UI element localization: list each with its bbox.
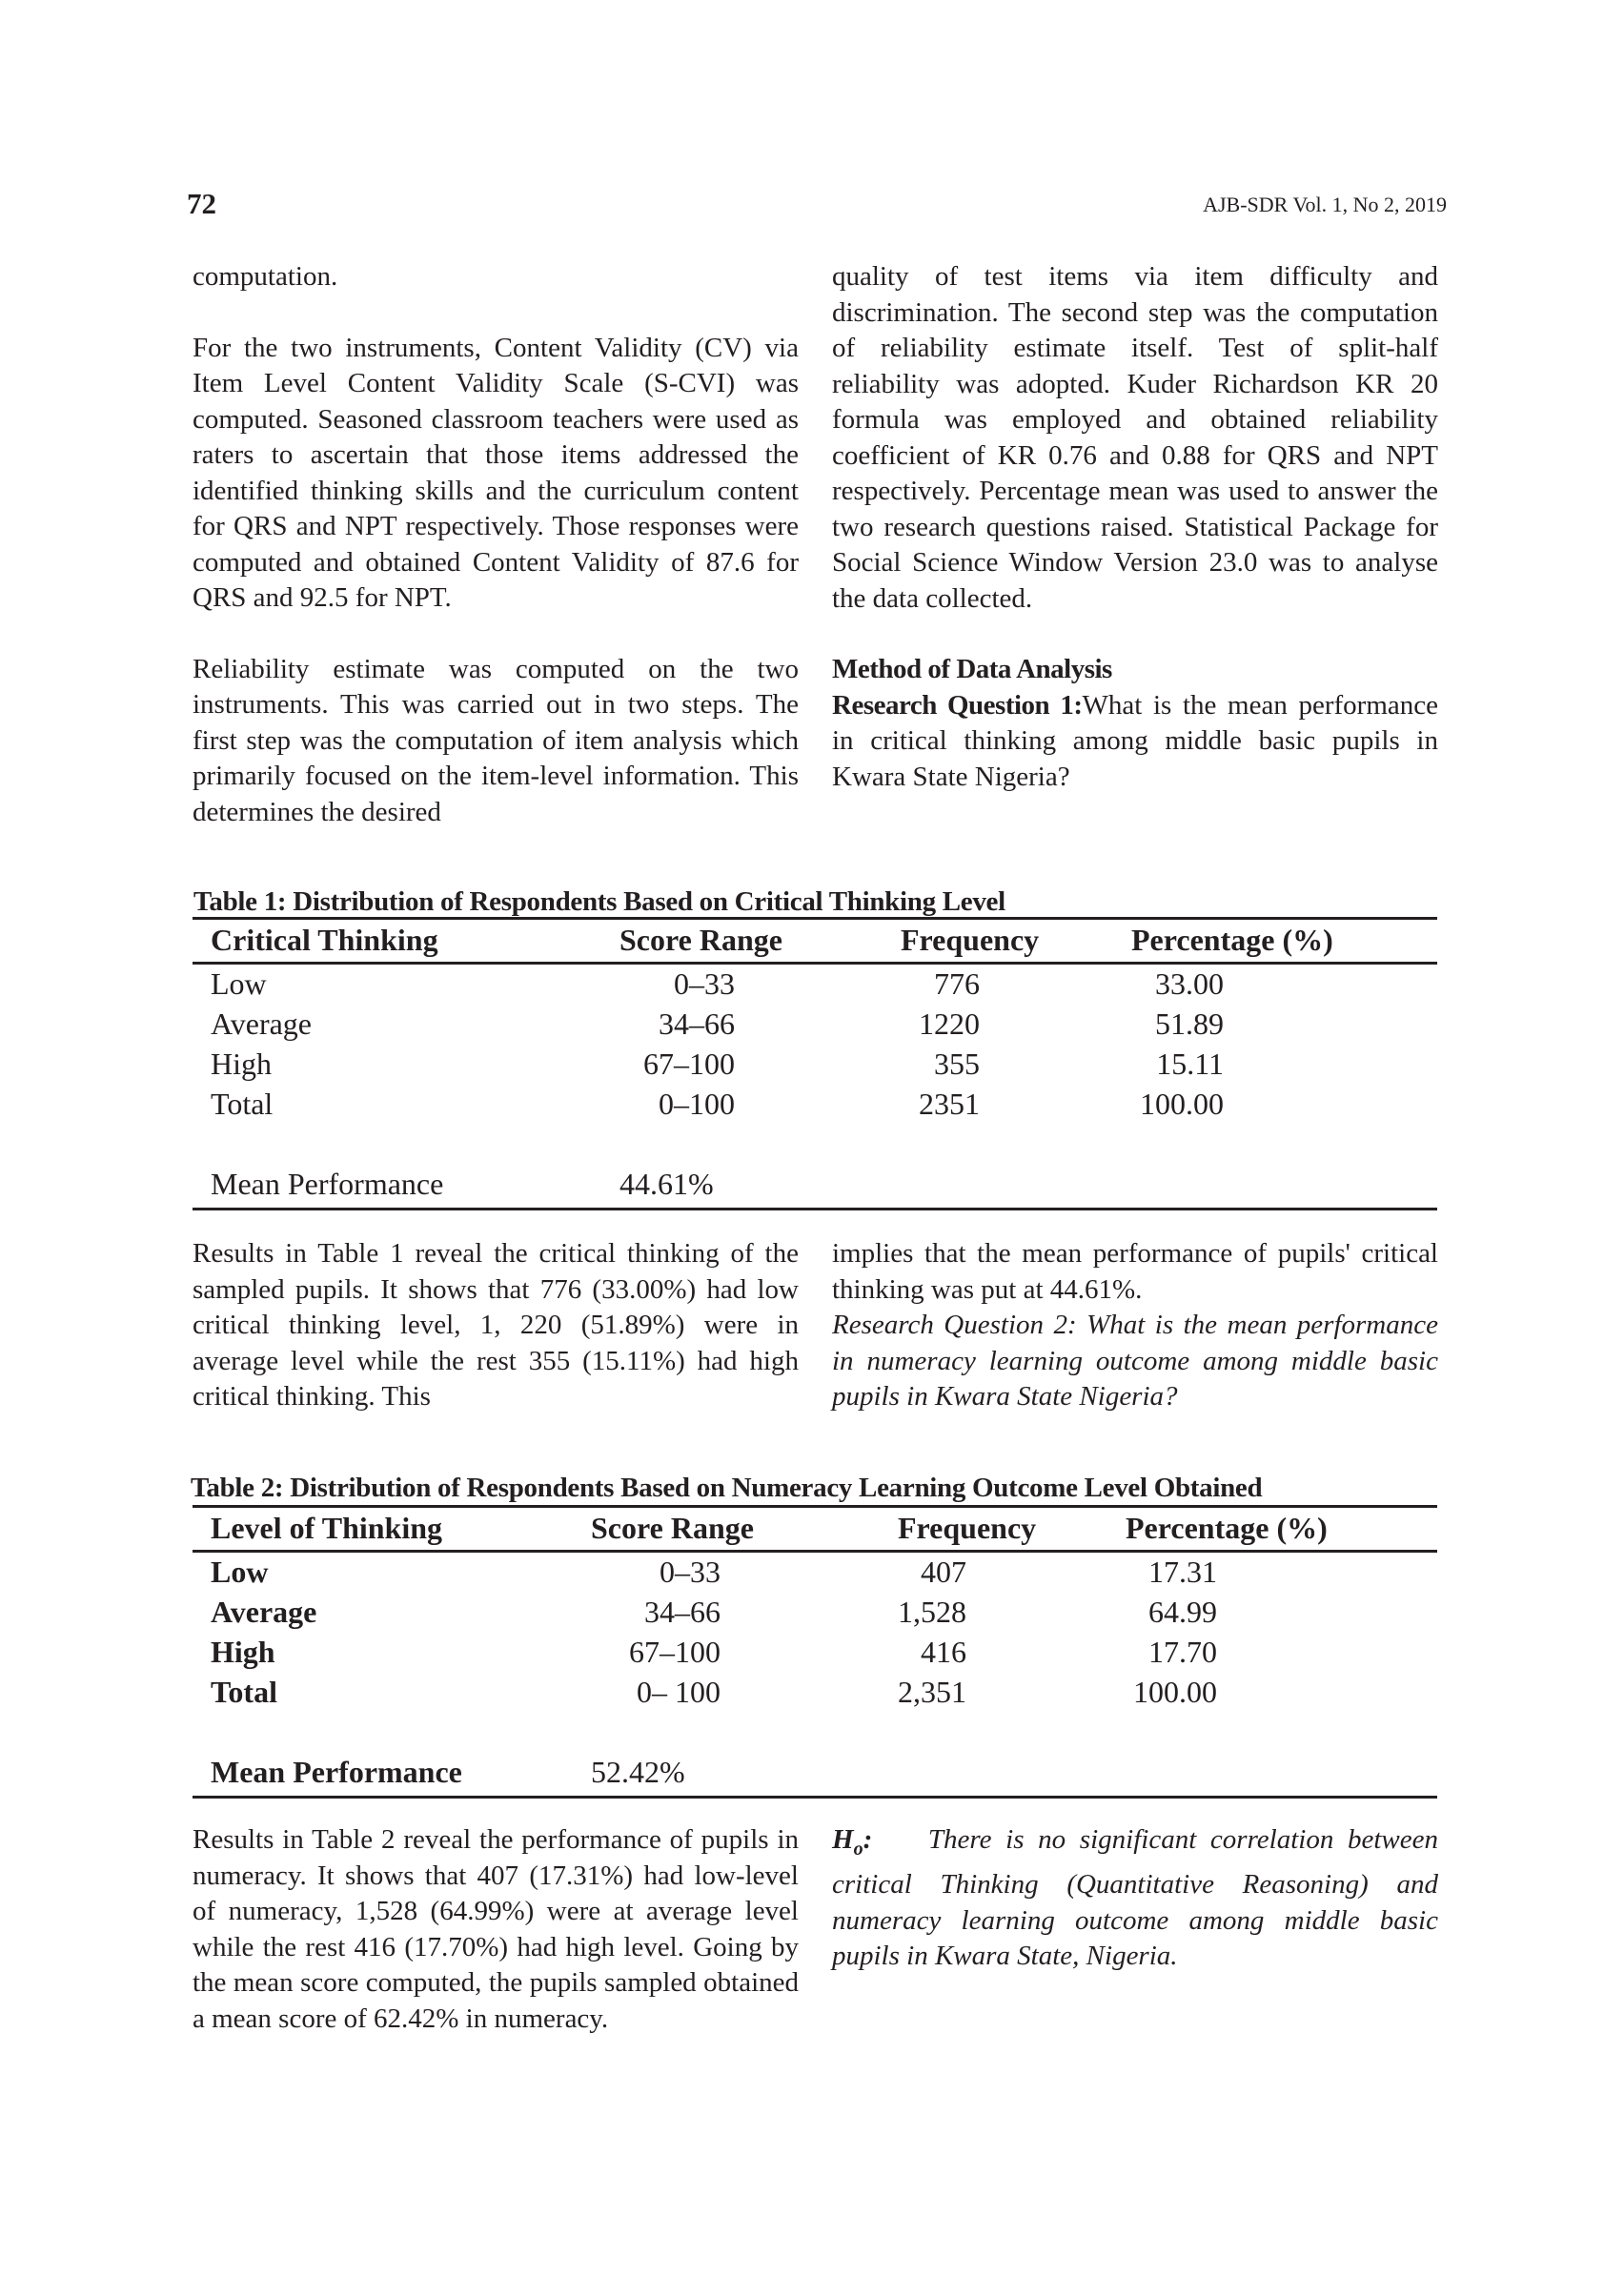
cell: 416 [921,1635,966,1669]
mean-label: Mean Performance [211,1755,462,1789]
cell: High [211,1047,272,1081]
rule [193,1208,1437,1210]
paragraph: Results in Table 1 reveal the critical thinking of the sampled pupils. It shows that 776 (33.00%) had low critical thinking level, 1, 220 (51.89%) were in average level while the rest 355 (15.11%) had high critical thinking. This [193,1238,799,1412]
cell: 67–100 [629,1635,721,1669]
paragraph: quality of test items via item difficulty and discrimination. The second step was the computation of reliability estimate itself. Test of split-half reliability was adopted. Kuder Richardson KR 20 formula was employed and obtained reliability coefficient of KR 0.76 and 0.88 for QRS and NPT respectively. Percentage mean was used to answer the two research questions raised. Statistical Package for Social Science Window Version 23.0 was to analyse the data collected. [832,261,1438,614]
paragraph: Results in Table 2 reveal the performance of pupils in numeracy. It shows that 407 (17.31%) had low-level of numeracy, 1,528 (64.99%) were at average level while the rest 416 (17.70%) had high level. Going by the mean score computed, the pupils sampled obtained a mean score of 62.42% in numeracy. [193,1824,799,2034]
cell: 355 [934,1047,980,1081]
running-head: AJB-SDR Vol. 1, No 2, 2019 [1203,193,1447,216]
table2 [193,1505,1437,1810]
table1-caption: Table 1: Distribution of Respondents Based on Critical Thinking Level [193,886,1005,917]
null-hypothesis [832,1822,1438,1975]
cell: 0– 100 [637,1675,721,1709]
right-column-section1 [832,259,1438,795]
hypothesis-text: There is no significant correlation between critical Thinking (Quantitative Reasoning) and numeracy learning outcome among middle basic pupils in Kwara State, Nigeria. [832,1824,1438,1972]
cell: 1220 [919,1006,980,1041]
rq-text: What is the mean performance in critical thinking among middle basic pupils in Kwara State Nigeria? [832,689,1438,792]
cell: 0–100 [659,1087,735,1121]
cell: 67–100 [643,1047,735,1081]
cell: 1,528 [898,1595,966,1629]
table1-header: Score Range [619,923,782,957]
hypothesis-label [832,1824,873,1860]
cell: 0–33 [674,966,735,1001]
left-column-section3 [193,1822,799,2037]
h-colon: : [863,1824,873,1855]
cell: Low [211,966,267,1001]
rq-text: What is the mean performance in numeracy learning outcome among middle basic pupils in Kwara State Nigeria? [832,1310,1438,1412]
cell: 17.31 [1148,1555,1217,1589]
h-subscript: o [853,1838,863,1860]
mean-label: Mean Performance [211,1167,444,1201]
cell: 407 [921,1555,966,1589]
research-question-2 [832,1308,1438,1415]
rule [193,962,1437,965]
cell: 2351 [919,1087,980,1121]
table2-header: Score Range [591,1511,754,1545]
cell: Average [211,1595,317,1629]
cell: 64.99 [1148,1595,1217,1629]
mean-value: 44.61% [619,1167,714,1201]
table1-header: Critical Thinking [211,923,438,957]
cell: 0–33 [660,1555,721,1589]
left-column-section2 [193,1236,799,1415]
cell: 17.70 [1148,1635,1217,1669]
cell: 2,351 [898,1675,966,1709]
cell: Total [211,1087,274,1121]
table2-header: Level of Thinking [211,1511,443,1545]
table1 [193,917,1437,1222]
cell: High [211,1635,275,1669]
research-question-1 [832,688,1438,796]
h-letter: H [832,1824,854,1855]
cell: 100.00 [1140,1087,1224,1121]
table1-header: Percentage (%) [1131,923,1333,957]
paragraph: implies that the mean performance of pupils' critical thinking was put at 44.61%. [832,1238,1438,1305]
rule [193,1505,1437,1508]
table2-header: Frequency [898,1511,1037,1545]
section-heading: Method of Data Analysis [832,654,1112,684]
rule [193,917,1437,920]
cell: Average [211,1006,312,1041]
cell: Low [211,1555,269,1589]
rule [193,1550,1437,1553]
cell: 776 [934,966,980,1001]
paragraph: For the two instruments, Content Validity (CV) via Item Level Content Validity Scale (S-CVI) was computed. Seasoned classroom teachers were used as raters to ascertain that those items addressed the identified thinking skills and the curriculum content for QRS and NPT respectively. Those responses were computed and obtained Content Validity of 87.6 for QRS and 92.5 for NPT. [193,332,799,613]
paragraph: Reliability estimate was computed on the two instruments. This was carried out in two steps. The first step was the computation of item analysis which primarily focused on the item-level information. This determines the desired [193,653,799,827]
right-column-section2 [832,1236,1438,1415]
table1-header: Frequency [901,923,1040,957]
cell: 34–66 [659,1006,735,1041]
rule [193,1796,1437,1799]
cell: 34–66 [644,1595,721,1629]
cell: Total [211,1675,277,1709]
rq-label: Research Question 1: [832,689,1083,721]
left-column-section1 [193,259,799,830]
mean-value: 52.42% [591,1755,685,1789]
page-number: 72 [187,187,216,220]
cell: 100.00 [1133,1675,1217,1709]
cell: 33.00 [1155,966,1224,1001]
paragraph: computation. [193,261,338,292]
rq-label: Research Question 2: [832,1310,1077,1340]
right-column-section3 [832,1822,1438,1975]
cell: 15.11 [1156,1047,1224,1081]
table2-header: Percentage (%) [1126,1511,1328,1545]
cell: 51.89 [1155,1006,1224,1041]
table2-caption: Table 2: Distribution of Respondents Based on Numeracy Learning Outcome Level Obtained [191,1473,1263,1503]
